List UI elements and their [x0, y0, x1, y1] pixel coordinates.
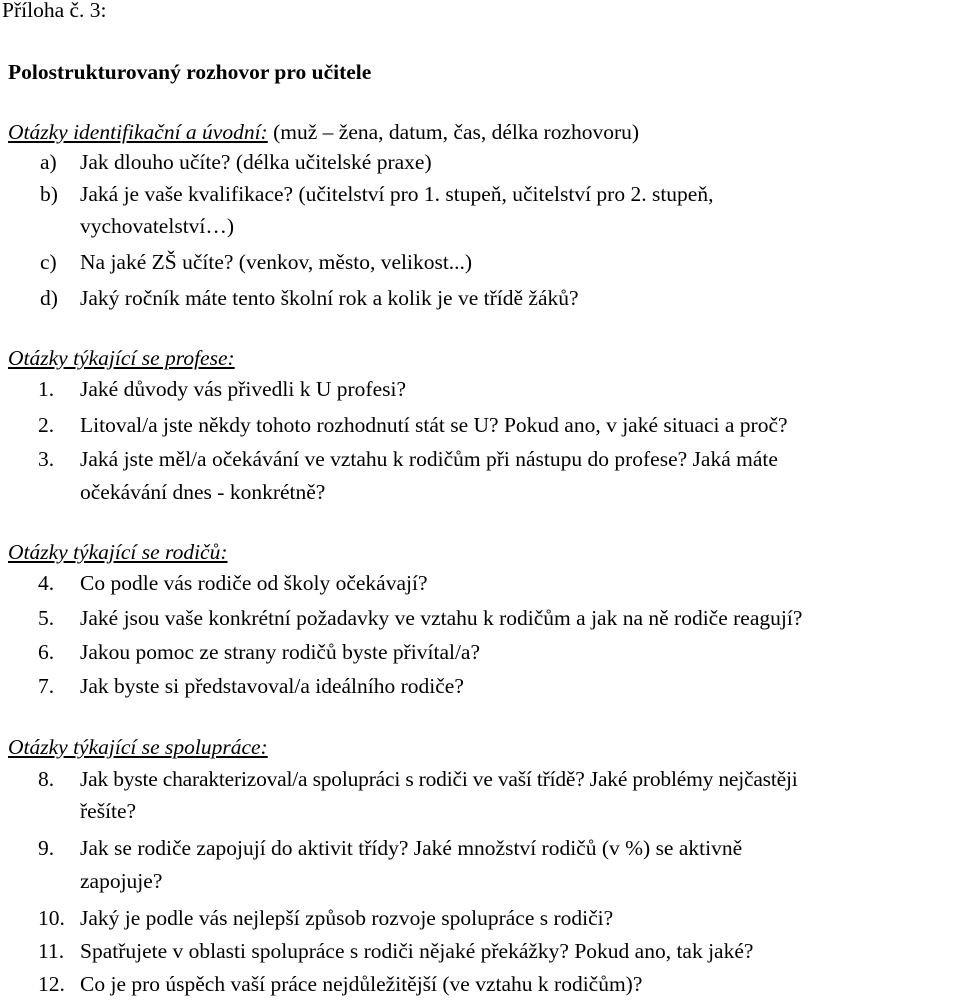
intro-item-text: Jaká je vaše kvalifikace? (učitelství pro 1. stupeň, učitelství pro 2. stupeň,	[80, 182, 714, 206]
cooperation-item-marker: 8.	[38, 767, 55, 791]
intro-item-text-continuation: vychovatelství…)	[80, 214, 235, 238]
profession-item-text: Litoval/a jste někdy tohoto rozhodnutí stát se U? Pokud ano, v jaké situaci a proč?	[80, 413, 788, 437]
cooperation-item-text: Jak byste charakterizoval/a spolupráci s rodiči ve vaší třídě? Jaké problémy nejčastěji	[80, 767, 798, 791]
parents-item-marker: 5.	[38, 606, 55, 630]
parents-item-marker: 6.	[38, 640, 55, 664]
cooperation-item-marker: 10.	[38, 906, 65, 930]
cooperation-item-marker: 11.	[38, 939, 65, 963]
cooperation-item-marker: 9.	[38, 836, 55, 860]
intro-heading-suffix: (muž – žena, datum, čas, délka rozhovoru)	[267, 120, 640, 144]
cooperation-heading: Otázky týkající se spolupráce:	[8, 735, 268, 759]
profession-item-text: Jaká jste měl/a očekávání ve vztahu k rodičům při nástupu do profese? Jaká máte	[80, 447, 778, 471]
profession-item-marker: 1.	[38, 377, 55, 401]
intro-item-marker: a)	[40, 150, 57, 174]
document-title: Polostrukturovaný rozhovor pro učitele	[8, 60, 372, 84]
intro-heading: Otázky identifikační a úvodní:	[8, 120, 268, 144]
intro-item-marker: d)	[40, 286, 58, 310]
attachment-label: Příloha č. 3:	[2, 0, 107, 22]
cooperation-item-text: Jaký je podle vás nejlepší způsob rozvoje spolupráce s rodiči?	[80, 906, 614, 930]
cooperation-item-text-continuation: řešíte?	[80, 799, 137, 823]
parents-heading: Otázky týkající se rodičů:	[8, 540, 228, 564]
profession-heading: Otázky týkající se profese:	[8, 346, 235, 370]
profession-item-text-continuation: očekávání dnes - konkrétně?	[80, 480, 326, 504]
profession-item-marker: 3.	[38, 447, 55, 471]
intro-item-marker: b)	[40, 182, 58, 206]
intro-item-text: Jak dlouho učíte? (délka učitelské praxe)	[80, 150, 432, 174]
intro-item-text: Jaký ročník máte tento školní rok a kolik je ve třídě žáků?	[80, 286, 579, 310]
cooperation-item-text-continuation: zapojuje?	[80, 869, 163, 893]
parents-item-text: Jaké jsou vaše konkrétní požadavky ve vztahu k rodičům a jak na ně rodiče reagují?	[80, 606, 803, 630]
parents-item-marker: 4.	[38, 571, 55, 595]
parents-item-text: Jak byste si představoval/a ideálního rodiče?	[80, 674, 464, 698]
profession-item-marker: 2.	[38, 413, 55, 437]
intro-heading-line	[8, 116, 639, 148]
intro-item-text: Na jaké ZŠ učíte? (venkov, město, velikost...)	[80, 250, 473, 274]
cooperation-item-text: Co je pro úspěch vaší práce nejdůležitější (ve vztahu k rodičům)?	[80, 972, 643, 996]
cooperation-item-marker: 12.	[38, 972, 65, 996]
parents-item-marker: 7.	[38, 674, 55, 698]
profession-item-text: Jaké důvody vás přivedli k U profesi?	[80, 377, 407, 401]
cooperation-item-text: Jak se rodiče zapojují do aktivit třídy? Jaké množství rodičů (v %) se aktivně	[80, 836, 743, 860]
parents-item-text: Jakou pomoc ze strany rodičů byste přivítal/a?	[80, 640, 481, 664]
parents-item-text: Co podle vás rodiče od školy očekávají?	[80, 571, 428, 595]
cooperation-item-text: Spatřujete v oblasti spolupráce s rodiči nějaké překážky? Pokud ano, tak jaké?	[80, 939, 754, 963]
intro-item-marker: c)	[40, 250, 57, 274]
